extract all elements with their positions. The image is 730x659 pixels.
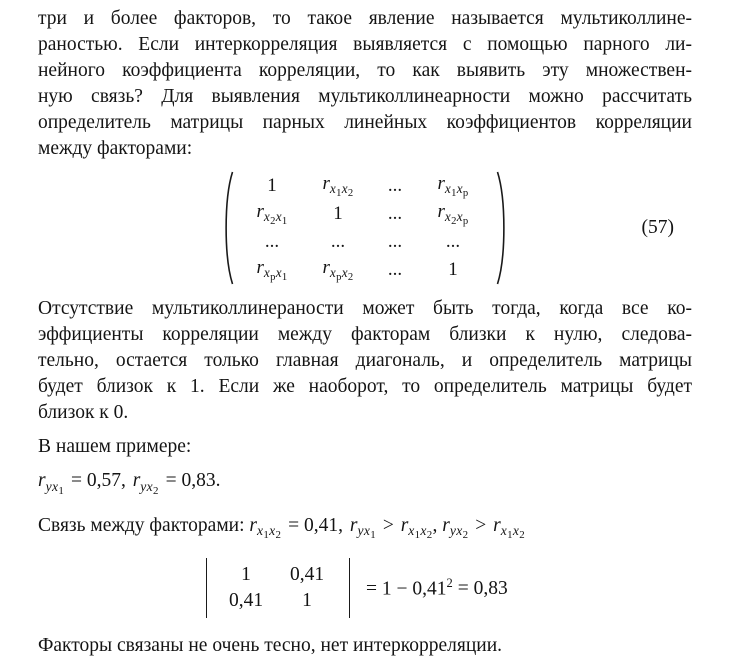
sub-index: 2 (275, 529, 282, 542)
text-line: определитель матрицы парных линейных коэффициентов корреляции (38, 112, 692, 133)
example-intro-text: В нашем примере: (38, 436, 192, 457)
sub-letter: x (269, 523, 276, 539)
matrix-cell: ... (387, 259, 403, 280)
matrix-cell (417, 200, 489, 228)
math-term (132, 470, 159, 497)
term-base: r (256, 256, 264, 278)
sub-letter: yx (357, 523, 371, 539)
term-subscript (449, 523, 469, 542)
sub-index: 1 (281, 216, 288, 228)
sub-letter: x (444, 181, 452, 197)
greater-than-sign: > (475, 514, 487, 536)
determinant-cell: 1 (302, 590, 312, 612)
equals-value: = 0,57, (70, 470, 126, 491)
term-base: r (256, 200, 264, 222)
sub-letter: x (263, 209, 271, 225)
term-subscript (329, 181, 354, 200)
text-line: между факторами: (38, 138, 193, 159)
sub-letter: x (263, 265, 271, 281)
sub-letter: yx (140, 478, 154, 494)
math-term (38, 470, 65, 497)
rhs-result: = 0,83 (457, 578, 508, 600)
sub-index: 2 (462, 529, 469, 542)
term-base: r (442, 514, 450, 536)
sub-index: 1 (451, 188, 457, 200)
right-paren-icon (495, 169, 510, 287)
matrix-cell: ... (264, 231, 280, 252)
sub-index: 2 (347, 188, 354, 200)
math-term (437, 201, 468, 227)
matrix-cell (241, 256, 303, 284)
sub-letter: yx (449, 523, 463, 539)
sub-letter: x (329, 265, 337, 281)
sub-index: 1 (336, 188, 342, 200)
math-term (256, 201, 287, 227)
term-base: r (322, 256, 330, 278)
term-subscript (140, 478, 159, 497)
sub-index: p (336, 272, 342, 284)
text-line: эффициенты корреляции между факторам близки к нулю, следова- (38, 324, 692, 345)
matrix-grid (241, 172, 489, 284)
sub-letter: x (444, 209, 452, 225)
text-line: Отсутствие мультиколлинераности может быть тогда, когда все ко- (38, 298, 692, 319)
sub-index: p (270, 272, 276, 284)
term-subscript (329, 265, 354, 284)
math-term (249, 514, 282, 542)
determinant-cell: 0,41 (228, 590, 264, 612)
term-base: r (38, 470, 46, 491)
sub-letter: x (329, 181, 337, 197)
math-term (322, 173, 353, 199)
term-subscript (45, 478, 65, 497)
text-line: ную связь? Для выявления мультиколлинеарности можно рассчитать (38, 86, 692, 107)
sub-index: 2 (270, 216, 276, 228)
sub-letter: x (275, 209, 282, 225)
term-subscript (263, 265, 288, 284)
math-term (400, 514, 433, 542)
sub-index: 2 (426, 529, 433, 542)
determinant-cell: 0,41 (289, 564, 325, 586)
sub-letter: x (456, 181, 463, 197)
rhs-expression: = 1 − 0,41 (366, 578, 447, 600)
matrix-cell (303, 256, 373, 284)
sub-letter: x (420, 523, 427, 539)
relation-label: Связь между факторами: (38, 514, 245, 536)
term-subscript (263, 209, 288, 228)
equals-value: = 0,41, (288, 514, 343, 536)
term-base: r (400, 514, 409, 536)
math-term (322, 257, 353, 283)
sub-index: 1 (370, 529, 376, 542)
term-base: r (437, 200, 445, 222)
matrix-cell: ... (445, 231, 461, 252)
correlation-matrix-equation (38, 167, 692, 289)
sub-index: 2 (347, 272, 354, 284)
determinant-result (366, 576, 508, 601)
sub-letter: x (257, 523, 264, 539)
term-base: r (249, 514, 257, 536)
determinant-matrix (206, 558, 350, 618)
math-term (349, 514, 376, 542)
matrix-cell: ... (387, 203, 403, 224)
term-base: r (132, 470, 141, 491)
sub-index: 2 (451, 216, 457, 228)
paragraph-determinant-explanation (38, 296, 692, 426)
factor-relation-line (38, 512, 692, 550)
sub-letter: x (275, 265, 282, 281)
sub-letter: x (341, 265, 348, 281)
determinant-calculation (206, 558, 692, 618)
text-line: будет близок к 1. Если же наоборот, то определитель матрицы будет (38, 376, 692, 397)
term-base: r (349, 514, 358, 536)
sub-letter: x (512, 523, 520, 539)
closing-line: Факторы связаны не очень тесно, нет интеркорреляции. (38, 635, 503, 657)
term-subscript (357, 523, 376, 542)
term-subscript (500, 523, 525, 542)
matrix-cell: 1 (448, 259, 458, 280)
example-intro-line (38, 433, 692, 460)
matrix-cell: ... (330, 231, 346, 252)
math-term (256, 257, 287, 283)
matrix-cell: ... (387, 175, 403, 196)
term-subscript (444, 209, 469, 228)
sub-letter: x (500, 523, 508, 539)
sub-index: 2 (519, 529, 525, 542)
term-base: r (493, 514, 501, 536)
sub-index: 1 (263, 529, 270, 542)
term-subscript (257, 523, 282, 542)
comma: , (432, 514, 438, 536)
sub-index: 2 (153, 484, 159, 497)
equals-value: = 0,83. (165, 470, 221, 491)
greater-than-sign: > (382, 514, 394, 536)
text-line: тельно, остается только главная диагональ, и определитель матрицы (38, 350, 692, 371)
text-line: нейного коэффициента корреляции, то как выявить эту множествен- (38, 60, 692, 81)
term-base: r (322, 172, 330, 194)
left-paren-icon (220, 169, 235, 287)
determinant-cell: 1 (241, 564, 251, 586)
sub-index: 1 (58, 484, 65, 497)
text-line: близок к 0. (38, 402, 129, 423)
matrix-cell (241, 200, 303, 228)
sub-index: p (462, 188, 469, 200)
example-values-line (38, 467, 692, 505)
matrix-cell: 1 (267, 175, 277, 196)
sub-index: 1 (414, 529, 421, 542)
matrix-cell: 1 (333, 203, 343, 224)
matrix-cell: ... (387, 231, 403, 252)
paragraph-multicollinearity-intro (38, 6, 692, 162)
math-term (442, 514, 469, 542)
correlation-matrix (220, 169, 510, 287)
matrix-cell (417, 172, 489, 200)
matrix-cell (303, 172, 373, 200)
text-line: три и более факторов, то такое явление называется мультиколлине- (38, 8, 692, 29)
term-base: r (437, 172, 445, 194)
text-line: раностью. Если интеркорреляция выявляется с помощью парного ли- (38, 34, 692, 55)
term-subscript (444, 181, 469, 200)
sub-index: 1 (507, 529, 513, 542)
sub-index: p (462, 216, 469, 228)
sub-letter: x (341, 181, 348, 197)
sub-letter: x (456, 209, 463, 225)
sub-letter: x (408, 523, 415, 539)
math-term (493, 514, 525, 542)
equation-number: (57) (641, 217, 674, 238)
exponent: 2 (446, 575, 453, 590)
sub-index: 1 (281, 272, 288, 284)
sub-letter: yx (45, 478, 59, 494)
term-subscript (408, 523, 433, 542)
math-term (437, 173, 468, 199)
